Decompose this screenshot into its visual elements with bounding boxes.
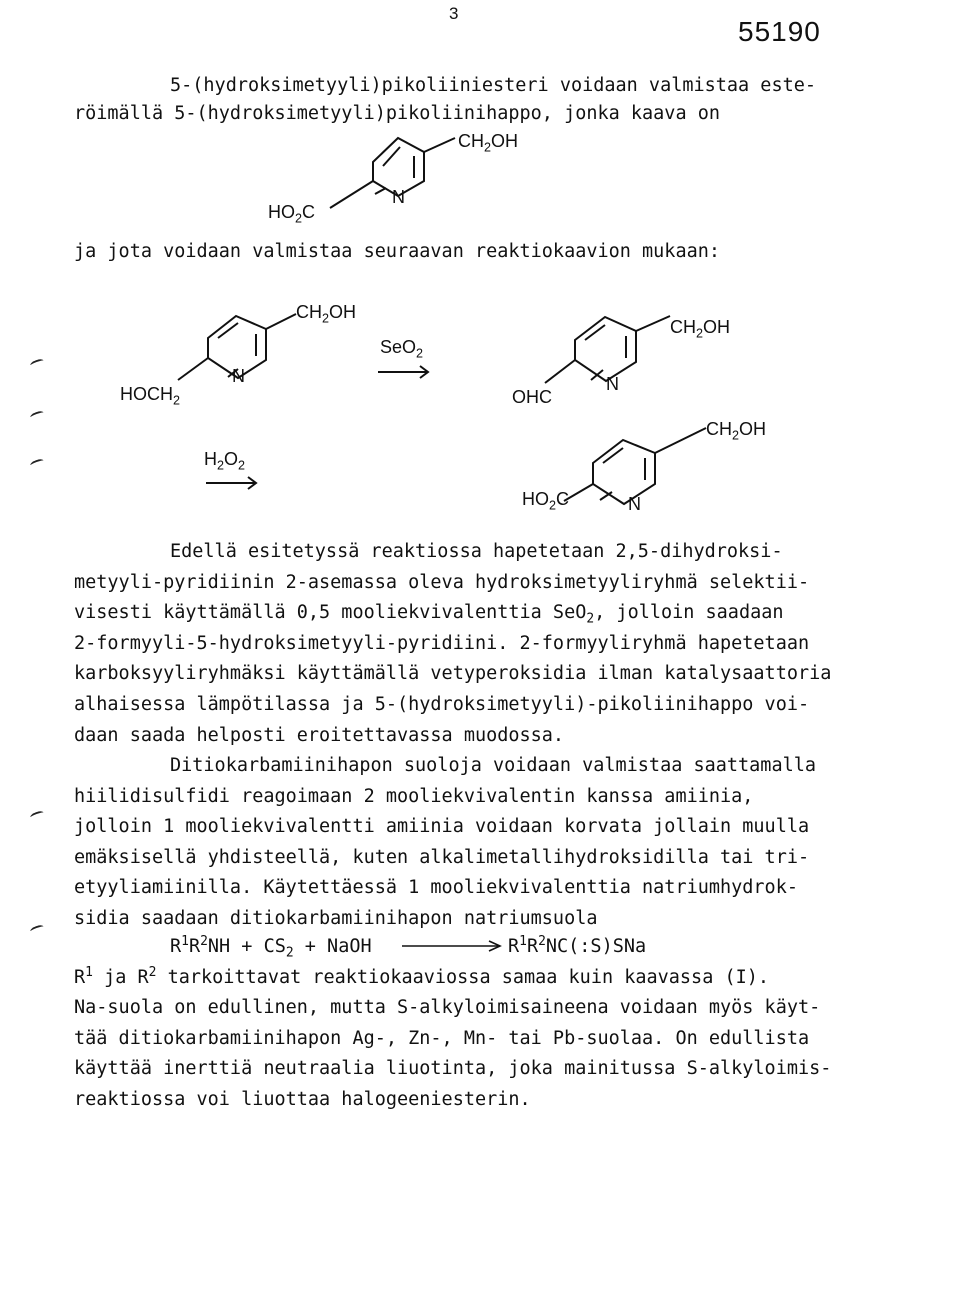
para1-line-1: Edellä esitetyssä reaktiossa hapetetaan 2,5-dihydroksi- (170, 541, 783, 562)
document-number: 55190 (738, 16, 821, 47)
para2-line-6: sidia saadaan ditiokarbamiinihapon natriumsuola (74, 908, 598, 929)
para3-line-2: Na-suola on edullinen, mutta S-alkyloimisaineena voidaan myös käyt- (74, 997, 821, 1018)
formula-ch2oh-label: $CH_2OH$ (458, 131, 519, 155)
equation-reactants: $R^1R^2NH + CS_2$ + NaOH (170, 933, 372, 961)
para3-line-4: käyttää inerttiä neutraalia liuotinta, joka mainitussa S-alkyloimis- (74, 1058, 832, 1079)
scheme-ch2oh-3: $CH_2OH$ (706, 419, 767, 443)
scheme-hoch2: $HOCH_2$ (120, 384, 181, 408)
intro-line-3: ja jota voidaan valmistaa seuraavan reaktiokaavion mukaan: (74, 241, 721, 262)
para1-line-6: alhaisessa lämpötilassa ja 5-(hydroksimetyyli)-pikoliinihappo voi- (74, 694, 810, 715)
para1-line-5: karboksyyliryhmäksi käyttämällä vetyperoksidia ilman katalysaattoria (74, 663, 832, 684)
para1-line-4: 2-formyyli-5-hydroksimetyyli-pyridiini. 2-formyyliryhmä hapetetaan (74, 633, 810, 654)
scheme-n-2: N (606, 374, 619, 394)
para2-line-5: etyyliamiinilla. Käytettäessä 1 mooliekvivalenttia natriumhydrok- (74, 877, 798, 898)
scheme-seo2: SeO$_2$ (380, 337, 424, 361)
para3-line-5: reaktiossa voi liuottaa halogeeniesterin. (74, 1089, 531, 1110)
para2-line-1: Ditiokarbamiinihapon suoloja voidaan valmistaa saattamalla (170, 755, 817, 776)
page-number: 3 (449, 4, 459, 23)
para3-line-3: tää ditiokarbamiinihapon Ag-, Zn-, Mn- tai Pb-suolaa. On edullista (74, 1028, 810, 1049)
para1-line-3: visesti käyttämällä 0,5 mooliekvivalenttia SeO$_2$, jolloin saadaan (74, 602, 784, 627)
intro-line-2: röimällä 5-(hydroksimetyyli)pikoliinihappo, jonka kaava on (74, 103, 721, 124)
scheme-ch2oh-1: $CH_2OH$ (296, 302, 357, 326)
para2-line-2: hiilidisulfidi reagoimaan 2 mooliekvivalentin kanssa amiinia, (74, 786, 754, 807)
scheme-n-1: N (232, 366, 245, 386)
formula-ho2c-label: $HO_2C$ (268, 202, 316, 226)
formula-n-label: N (392, 187, 405, 207)
scheme-ho2c: $HO_2C$ (522, 489, 570, 513)
para2-line-4: emäksisellä yhdisteellä, kuten alkalimetallihydroksidilla tai tri- (74, 847, 810, 868)
scheme-h2o2: $H_2O_2$ (204, 449, 246, 473)
para1-line-7: daan saada helposti eroitettavassa muodossa. (74, 725, 565, 746)
para2-line-3: jolloin 1 mooliekvivalentti amiinia voidaan korvata jollain muulla (74, 816, 810, 837)
para1-line-2: metyyli-pyridiinin 2-asemassa oleva hydroksimetyyliryhmä selektii- (74, 572, 810, 593)
scheme-ohc: OHC (512, 387, 552, 407)
equation-product: $R^1R^2NC(:S)SNa$ (508, 933, 647, 957)
para3-line-1: $R^1$ ja $R^2$ tarkoittavat reaktiokaaviossa samaa kuin kaavassa (I). (74, 964, 770, 988)
intro-line-1: 5-(hydroksimetyyli)pikoliiniesteri voidaan valmistaa este- (170, 75, 817, 96)
scheme-ch2oh-2: $CH_2OH$ (670, 317, 731, 341)
scheme-n-3: N (628, 494, 641, 514)
